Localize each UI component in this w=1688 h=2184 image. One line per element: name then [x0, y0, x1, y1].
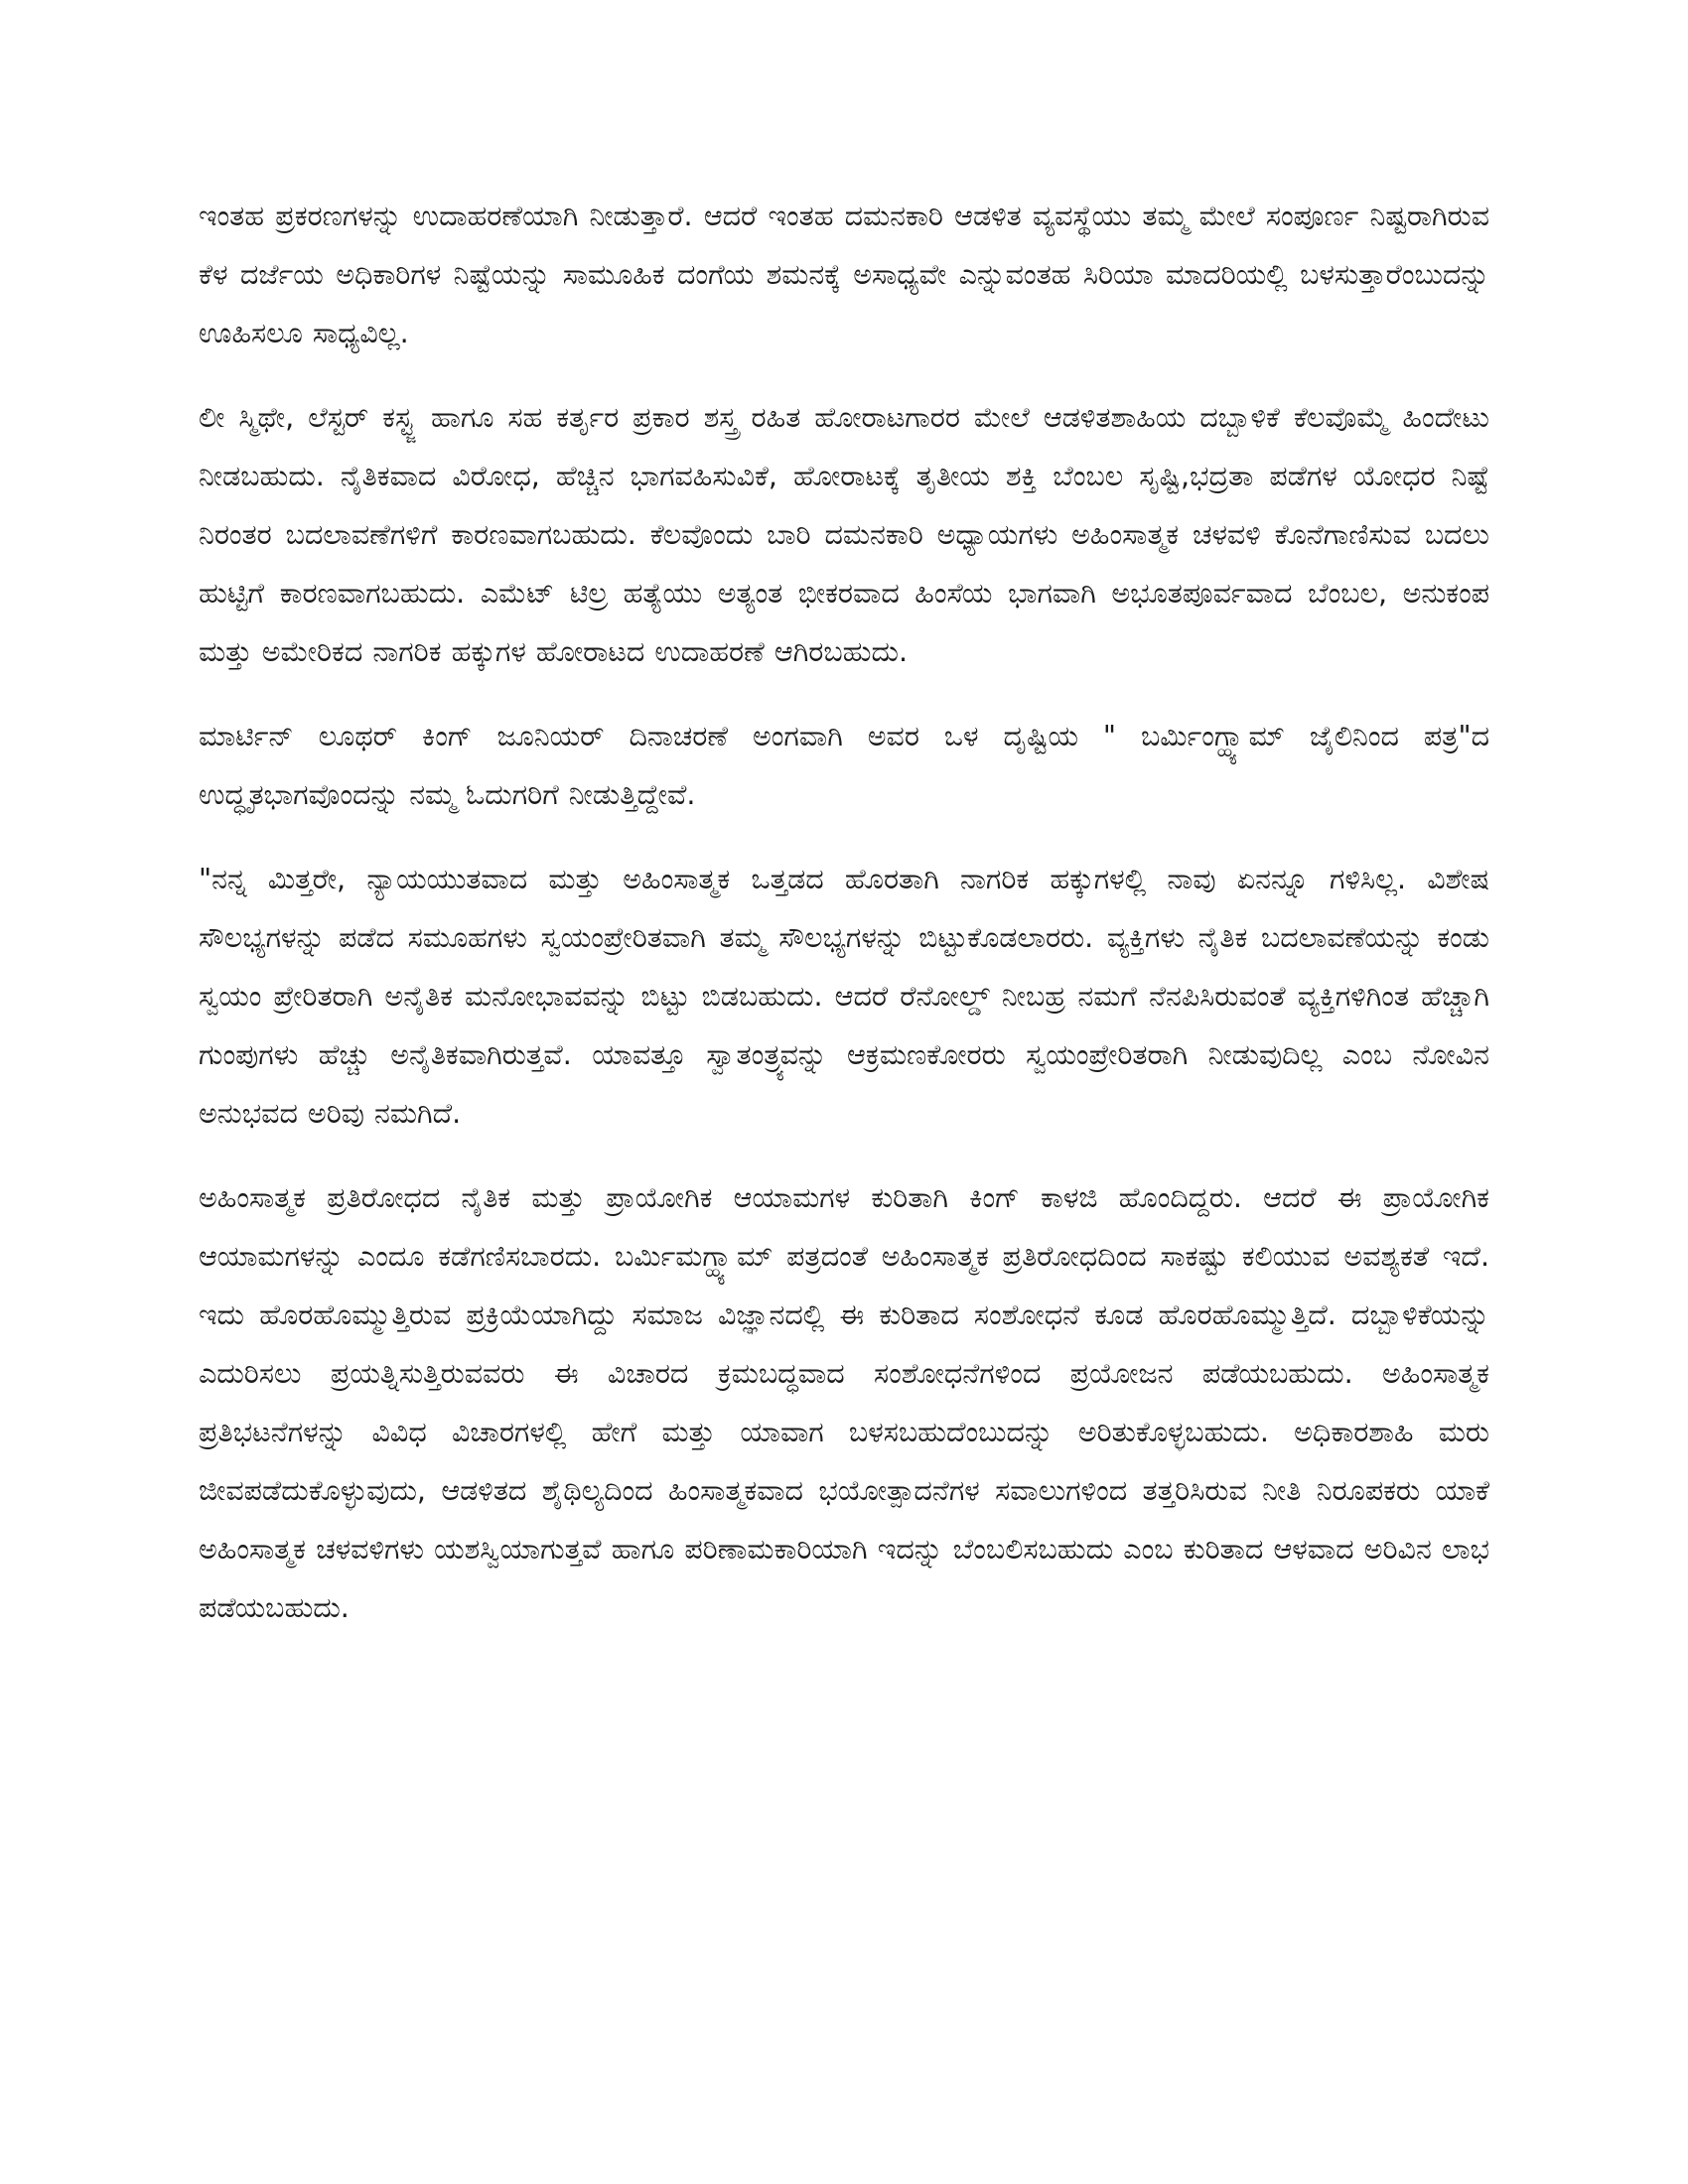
paragraph-5: ಅಹಿಂಸಾತ್ಮಕ ಪ್ರತಿರೋಧದ ನೈತಿಕ ಮತ್ತು ಪ್ರಾಯೋಗಿಕ ಆಯಾಮಗಳ ಕುರಿತಾಗಿ ಕಿಂಗ್ ಕಾಳಜಿ ಹೊಂದಿದ್ದರು. ಆದರೆ ಈ ಪ್ರಾಯೋಗಿಕ ಆಯಾಮಗಳನ್ನು ಎಂದೂ ಕಡೆಗಣಿಸಬಾರದು. ಬರ್ಮಿಮಗ್ಹ್ಯಾಮ್ ಪತ್ರದಂತೆ ಅಹಿಂಸಾತ್ಮಕ ಪ್ರತಿರೋಧದಿಂದ ಸಾಕಷ್ಟು ಕಲಿಯುವ ಅವಶ್ಯಕತೆ ಇದೆ. ಇದು ಹೊರಹೊಮ್ಮುತ್ತಿರುವ ಪ್ರಕ್ರಿಯೆಯಾಗಿದ್ದು ಸಮಾಜ ವಿಜ್ಞಾನದಲ್ಲಿ ಈ ಕುರಿತಾದ ಸಂಶೋಧನೆ ಕೂಡ ಹೊರಹೊಮ್ಮುತ್ತಿದೆ. ದಬ್ಬಾಳಿಕೆಯನ್ನು ಎದುರಿಸಲು ಪ್ರಯತ್ನಿಸುತ್ತಿರುವವರು ಈ ವಿಚಾರದ ಕ್ರಮಬದ್ಧವಾದ ಸಂಶೋಧನೆಗಳಿಂದ ಪ್ರಯೋಜನ ಪಡೆಯಬಹುದು. ಅಹಿಂಸಾತ್ಮಕ ಪ್ರತಿಭಟನೆಗಳನ್ನು ವಿವಿಧ ವಿಚಾರಗಳಲ್ಲಿ ಹೇಗೆ ಮತ್ತು ಯಾವಾಗ ಬಳಸಬಹುದೆಂಬುದನ್ನು ಅರಿತುಕೊಳ್ಳಬಹುದು. ಅಧಿಕಾರಶಾಹಿ ಮರು ಜೀವಪಡೆದುಕೊಳ್ಳುವುದು, ಆಡಳಿತದ ಶೈಥಿಲ್ಯದಿಂದ ಹಿಂಸಾತ್ಮಕವಾದ ಭಯೋತ್ಪಾದನೆಗಳ ಸವಾಲುಗಳಿಂದ ತತ್ತರಿಸಿರುವ ನೀತಿ ನಿರೂಪಕರು ಯಾಕೆ ಅಹಿಂಸಾತ್ಮಕ ಚಳವಳಿಗಳು ಯಶಸ್ವಿಯಾಗುತ್ತವೆ ಹಾಗೂ ಪರಿಣಾಮಕಾರಿಯಾಗಿ ಇದನ್ನು ಬೆಂಬಲಿಸಬಹುದು ಎಂಬ ಕುರಿತಾದ ಆಳವಾದ ಅರಿವಿನ ಲಾಭ ಪಡೆಯಬಹುದು. — [199, 1181, 1489, 1624]
paragraph-2: ಲೀ ಸ್ಮಿಥೇ, ಲೆಸ್ಟರ್ ಕಸ್ಟ್ಜ ಹಾಗೂ ಸಹ ಕರ್ತೃರ ಪ್ರಕಾರ ಶಸ್ತ್ರ ರಹಿತ ಹೋರಾಟಗಾರರ ಮೇಲೆ ಆಡಳಿತಶಾಹಿಯ ದಬ್ಬಾಳಿಕೆ ಕೆಲವೊಮ್ಮೆ ಹಿಂದೇಟು ನೀಡಬಹುದು. ನೈತಿಕವಾದ ವಿರೋಧ, ಹೆಚ್ಚಿನ ಭಾಗವಹಿಸುವಿಕೆ, ಹೋರಾಟಕ್ಕೆ ತೃತೀಯ ಶಕ್ತಿ ಬೆಂಬಲ ಸೃಷ್ಟಿ,ಭದ್ರತಾ ಪಡೆಗಳ ಯೋಧರ ನಿಷ್ಟೆ ನಿರಂತರ ಬದಲಾವಣೆಗಳಿಗೆ ಕಾರಣವಾಗಬಹುದು. ಕೆಲವೊಂದು ಬಾರಿ ದಮನಕಾರಿ ಅಧ್ಯಾಯಗಳು ಅಹಿಂಸಾತ್ಮಕ ಚಳವಳಿ ಕೊನೆಗಾಣಿಸುವ ಬದಲು ಹುಟ್ಟಿಗೆ ಕಾರಣವಾಗಬಹುದು. ಎಮೆಟ್ ಟಿಲ್ರ ಹತ್ಯೆಯು ಅತ್ಯಂತ ಭೀಕರವಾದ ಹಿಂಸೆಯ ಭಾಗವಾಗಿ ಅಭೂತಪೂರ್ವವಾದ ಬೆಂಬಲ, ಅನುಕಂಪ ಮತ್ತು ಅಮೇರಿಕದ ನಾಗರಿಕ ಹಕ್ಕುಗಳ ಹೋರಾಟದ ಉದಾಹರಣೆ ಆಗಿರಬಹುದು. — [199, 401, 1489, 668]
paragraph-4: "ನನ್ನ ಮಿತ್ತರೇ, ನ್ಯಾಯಯುತವಾದ ಮತ್ತು ಅಹಿಂಸಾತ್ಮಕ ಒತ್ತಡದ ಹೊರತಾಗಿ ನಾಗರಿಕ ಹಕ್ಕುಗಳಲ್ಲಿ ನಾವು ಏನನ್ನೂ ಗಳಿಸಿಲ್ಲ. ವಿಶೇಷ ಸೌಲಭ್ಯಗಳನ್ನು ಪಡೆದ ಸಮೂಹಗಳು ಸ್ವಯಂಪ್ರೇರಿತವಾಗಿ ತಮ್ಮ ಸೌಲಭ್ಯಗಳನ್ನು ಬಿಟ್ಟುಕೊಡಲಾರರು. ವ್ಯಕ್ತಿಗಳು ನೈತಿಕ ಬದಲಾವಣೆಯನ್ನು ಕಂಡು ಸ್ವಯಂ ಪ್ರೇರಿತರಾಗಿ ಅನೈತಿಕ ಮನೋಭಾವವನ್ನು ಬಿಟ್ಟು ಬಿಡಬಹುದು. ಆದರೆ ರೆನೋಲ್ಡ್ ನೀಬಹ್ರ ನಮಗೆ ನೆನಪಿಸಿರುವಂತೆ ವ್ಯಕ್ತಿಗಳಿಗಿಂತ ಹೆಚ್ಚಾಗಿ ಗುಂಪುಗಳು ಹೆಚ್ಚು ಅನೈತಿಕವಾಗಿರುತ್ತವೆ. ಯಾವತ್ತೂ ಸ್ವಾತಂತ್ರ್ಯವನ್ನು ಆಕ್ರಮಣಕೋರರು ಸ್ವಯಂಪ್ರೇರಿತರಾಗಿ ನೀಡುವುದಿಲ್ಲ ಎಂಬ ನೋವಿನ ಅನುಭವದ ಅರಿವು ನಮಗಿದೆ. — [199, 863, 1489, 1130]
paragraph-1: ಇಂತಹ ಪ್ರಕರಣಗಳನ್ನು ಉದಾಹರಣೆಯಾಗಿ ನೀಡುತ್ತಾರೆ. ಆದರೆ ಇಂತಹ ದಮನಕಾರಿ ಆಡಳಿತ ವ್ಯವಸ್ಥೆಯು ತಮ್ಮ ಮೇಲೆ ಸಂಪೂರ್ಣ ನಿಷ್ಟರಾಗಿರುವ ಕೆಳ ದರ್ಜೆಯ ಅಧಿಕಾರಿಗಳ ನಿಷ್ಟೆಯನ್ನು ಸಾಮೂಹಿಕ ದಂಗೆಯ ಶಮನಕ್ಕೆ ಅಸಾಧ್ಯವೇ ಎನ್ನುವಂತಹ ಸಿರಿಯಾ ಮಾದರಿಯಲ್ಲಿ ಬಳಸುತ್ತಾರೆಂಬುದನ್ನು ಊಹಿಸಲೂ ಸಾಧ್ಯವಿಲ್ಲ. — [199, 200, 1489, 349]
paragraph-3: ಮಾರ್ಟಿನ್ ಲೂಥರ್ ಕಿಂಗ್ ಜೂನಿಯರ್ ದಿನಾಚರಣೆ ಅಂಗವಾಗಿ ಅವರ ಒಳ ದೃಷ್ಟಿಯ " ಬರ್ಮಿಂಗ್ಹ್ಯಾಮ್ ಜೈಲಿನಿಂದ ಪತ್ರ"ದ ಉದ್ಧೃತಭಾಗವೊಂದನ್ನು ನಮ್ಮ ಓದುಗರಿಗೆ ನೀಡುತ್ತಿದ್ದೇವೆ. — [199, 720, 1489, 811]
